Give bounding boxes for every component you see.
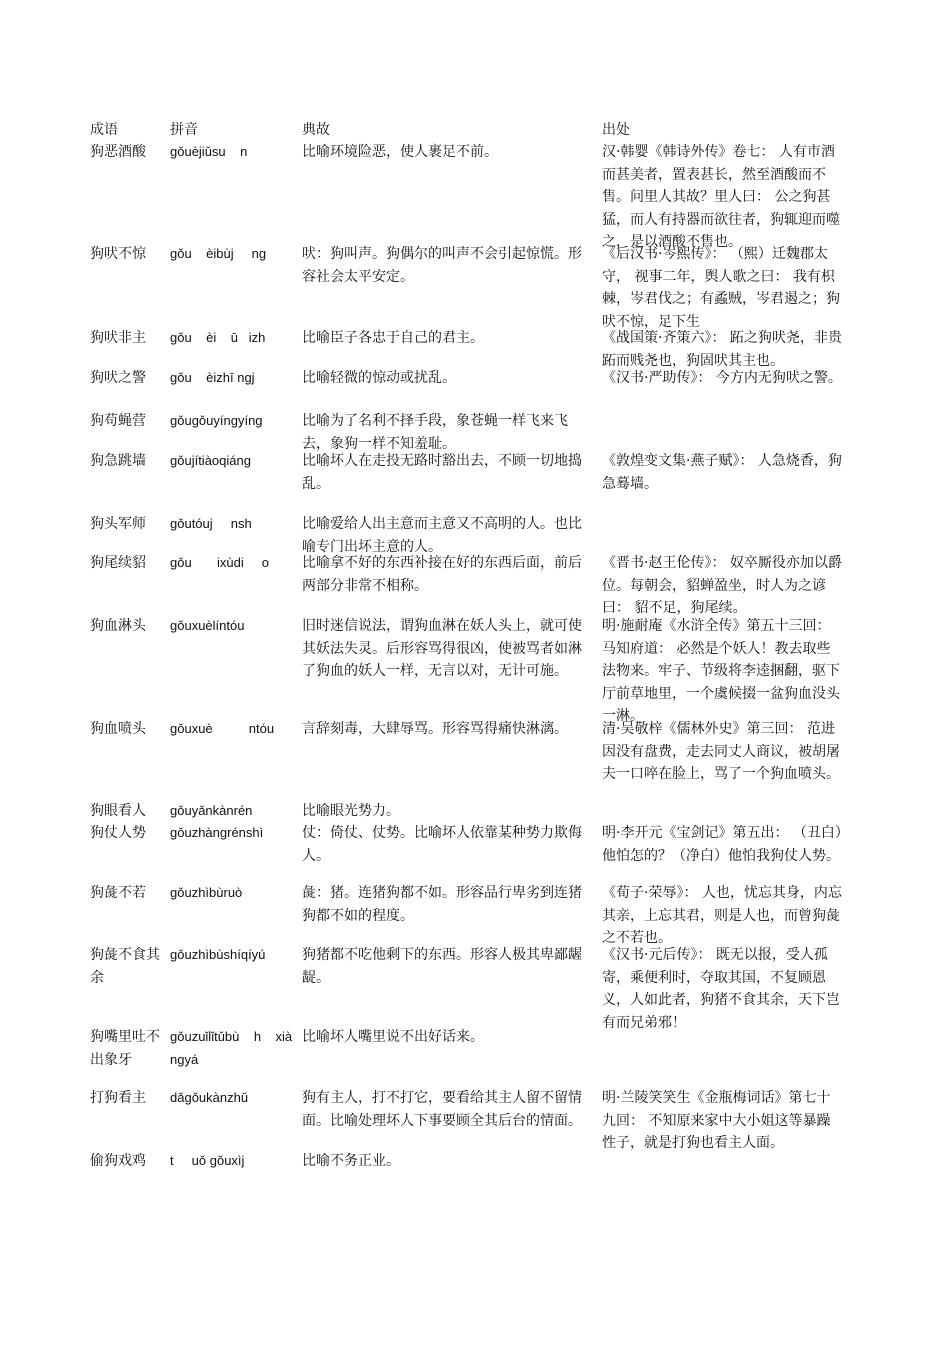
source-cell: 清·吴敬梓《儒林外史》第三回： 范进因没有盘费，走去同丈人商议，被胡屠夫一口啐在脸上，骂了一个狗血喷头。 <box>602 721 840 782</box>
story-cell: 比喻拿不好的东西补接在好的东西后面，前后两部分非常不相称。 <box>302 555 582 594</box>
source-cell: 《战国策·齐策六》： 跖之狗吠尧，非贵跖而贱尧也，狗固吠其主也。 <box>602 330 842 369</box>
header-pinyin: 拼音 <box>170 122 198 138</box>
story-cell: 比喻不务正业。 <box>302 1153 400 1169</box>
idiom-cell: 狗苟蝇营 <box>90 413 146 429</box>
idiom-cell: 偷狗戏鸡 <box>90 1153 146 1169</box>
idiom-cell: 狗血淋头 <box>90 618 146 634</box>
pinyin-cell: gǒujítiàoqiáng <box>170 453 251 468</box>
idiom-cell: 狗仗人势 <box>90 825 146 841</box>
pinyin-cell: gǒutóuj nsh <box>170 516 252 531</box>
pinyin-cell: gǒuxuèlíntóu <box>170 618 245 633</box>
source-cell: 《汉书·严助传》： 今方内无狗吠之警。 <box>602 370 842 386</box>
pinyin-cell: gǒu èizhī ngj <box>170 370 255 385</box>
story-cell: 狗猪都不吃他剩下的东西。形容人极其卑鄙龌龊。 <box>302 947 582 986</box>
source-cell: 明·施耐庵《水浒全传》第五十三回： 马知府道： 必然是个妖人！教去取些法物来。牢子、节级将李逵捆翻，驱下厅前草地里，一个虞候掇一盆狗血没头一淋。 <box>602 618 840 724</box>
idiom-cell: 狗血喷头 <box>90 721 146 737</box>
pinyin-cell: gǒuyǎnkànrén <box>170 803 253 818</box>
idiom-cell: 狗吠不惊 <box>90 246 146 262</box>
pinyin-cell: gǒuzhìbùruò <box>170 885 243 900</box>
source-cell: 《晋书·赵王伦传》： 奴卒厮役亦加以爵位。每朝会，貂蝉盈坐，时人为之谚曰： 貂不足，狗尾续。 <box>602 555 842 616</box>
source-cell: 明·李开元《宝剑记》第五出： （丑白）他怕怎的？（净白）他怕我狗仗人势。 <box>602 825 842 864</box>
idiom-cell: 狗急跳墙 <box>90 453 146 469</box>
idiom-cell: 狗吠非主 <box>90 330 146 346</box>
source-cell: 明·兰陵笑笑生《金瓶梅词话》第七十九回： 不知原来家中大小姐这等暴躁性子，就是打狗也看主人面。 <box>602 1090 831 1151</box>
pinyin-cell: gǒuzhìbùshíqíyú <box>170 947 266 962</box>
source-cell: 《敦煌变文集·燕子赋》： 人急烧香，狗急蓦墙。 <box>602 453 842 492</box>
story-cell: 比喻为了名利不择手段，象苍蝇一样飞来飞去，象狗一样不知羞耻。 <box>302 413 568 452</box>
pinyin-cell: dǎgǒukànzhǔ <box>170 1090 249 1105</box>
idiom-cell: 打狗看主 <box>90 1090 146 1106</box>
idiom-cell: 狗吠之警 <box>90 370 146 386</box>
idiom-cell: 狗嘴里吐不出象牙 <box>90 1029 160 1068</box>
story-cell: 仗：倚仗、仗势。比喻坏人依靠某种势力欺侮人。 <box>302 825 582 864</box>
source-cell: 《荀子·荣辱》： 人也，忧忘其身，内忘其亲，上忘其君，则是人也，而曾狗彘之不若也。 <box>602 885 842 946</box>
story-cell: 比喻环境险恶，使人裹足不前。 <box>302 144 498 160</box>
header-source: 出处 <box>602 122 630 138</box>
pinyin-cell: gǒugǒuyíngyíng <box>170 413 263 428</box>
idiom-cell: 狗头军师 <box>90 516 146 532</box>
story-cell: 言辞刻毒，大肆辱骂。形容骂得痛快淋漓。 <box>302 721 568 737</box>
pinyin-cell: gǒu èi ū izh <box>170 330 266 345</box>
story-cell: 狗有主人，打不打它，要看给其主人留不留情面。比喻处理坏人下事要顾全其后台的情面。 <box>302 1090 582 1129</box>
idiom-cell: 狗恶酒酸 <box>90 144 146 160</box>
pinyin-cell: gǒuèjiǔsu n <box>170 144 248 159</box>
pinyin-cell: gǒuzuǐlǐtǔbù h xià ngyá <box>170 1029 296 1067</box>
story-cell: 比喻臣子各忠于自己的君主。 <box>302 330 484 346</box>
pinyin-cell: gǒu èibùj ng <box>170 246 267 261</box>
idiom-cell: 狗尾续貂 <box>90 555 146 571</box>
idiom-cell: 狗彘不食其余 <box>90 947 160 986</box>
story-cell: 比喻坏人在走投无路时豁出去，不顾一切地捣乱。 <box>302 453 582 492</box>
story-cell: 旧时迷信说法，谓狗血淋在妖人头上，就可使其妖法失灵。后形容骂得很凶，使被骂者如淋了狗血的妖人一样，无言以对，无计可施。 <box>302 618 582 679</box>
idiom-cell: 狗眼看人 <box>90 803 146 819</box>
story-cell: 比喻爱给人出主意而主意又不高明的人。也比喻专门出坏主意的人。 <box>302 516 582 555</box>
story-cell: 彘：猪。连猪狗都不如。形容品行卑劣到连猪狗都不如的程度。 <box>302 885 582 924</box>
story-cell: 比喻眼光势力。 <box>302 803 400 819</box>
header-story: 典故 <box>302 122 330 138</box>
pinyin-cell: gǒuzhàngrénshì <box>170 825 264 840</box>
story-cell: 吠：狗叫声。狗偶尔的叫声不会引起惊慌。形容社会太平安定。 <box>302 246 582 285</box>
pinyin-cell: t uǒ gǒuxìj <box>170 1153 245 1168</box>
header-idiom: 成语 <box>90 122 118 138</box>
story-cell: 比喻坏人嘴里说不出好话来。 <box>302 1029 484 1045</box>
source-cell: 汉·韩婴《韩诗外传》卷七： 人有市酒而甚美者，置表甚长，然至酒酸而不售。问里人其故？里人曰： 公之狗甚猛，而人有持器而欲往者，狗辄迎而噬之，是以酒酸不售也。 <box>602 144 840 250</box>
source-cell: 《汉书·元后传》： 既无以报，受人孤寄，乘便利时，夺取其国，不复顾恩义，人如此者，狗猪不食其余，天下岂有而兄弟邪！ <box>602 947 840 1031</box>
source-cell: 《后汉书·岑熙传》： （熙）迁魏郡太守， 视事二年，舆人歌之曰： 我有枳棘，岑君伐之；有蟊贼，岑君遏之；狗吠不惊，足下生 <box>602 246 840 330</box>
story-cell: 比喻轻微的惊动或扰乱。 <box>302 370 456 386</box>
idiom-cell: 狗彘不若 <box>90 885 146 901</box>
pinyin-cell: gǒu ixùdi o <box>170 555 269 570</box>
pinyin-cell: gǒuxuè ntóu <box>170 721 275 736</box>
